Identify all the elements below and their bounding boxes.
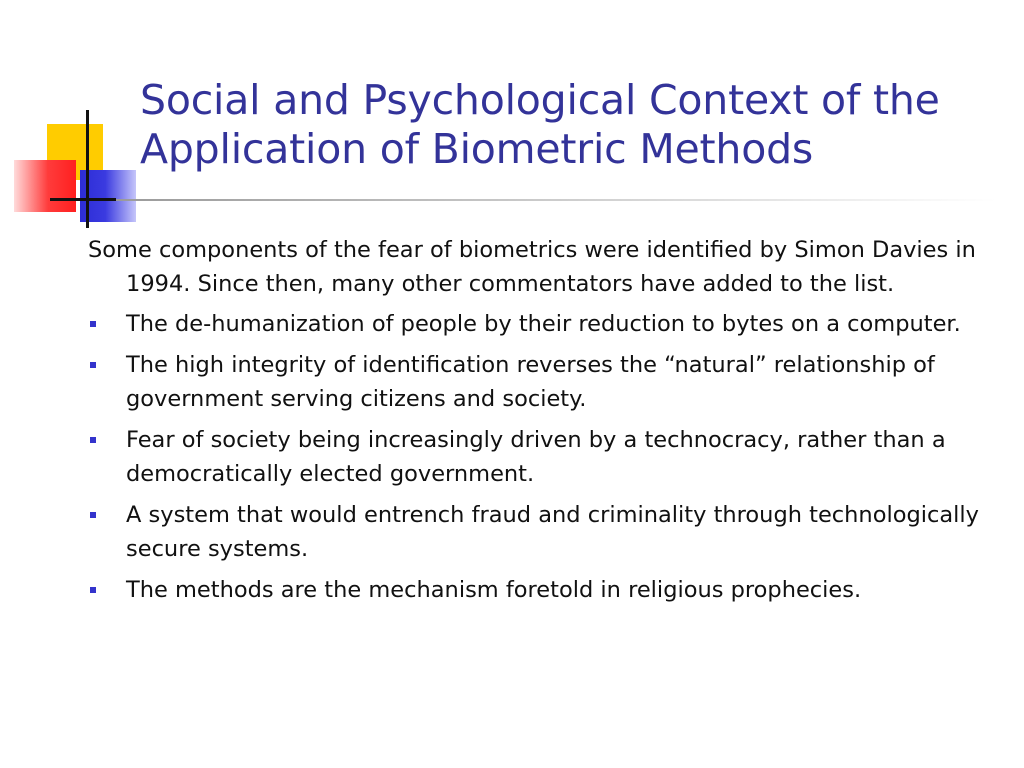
bullet-text: The methods are the mechanism foretold in religious prophecies. xyxy=(126,577,862,603)
bullet-text: The high integrity of identification reverses the “natural” relationship of government serving citizens and society. xyxy=(126,352,935,412)
logo-red-square xyxy=(14,160,76,212)
bullet-item xyxy=(88,423,1003,491)
bullet-text: A system that would entrench fraud and criminality through technologically secure systems. xyxy=(126,502,979,562)
logo-horizontal-line xyxy=(50,198,116,201)
square-bullet-icon xyxy=(90,587,96,593)
bullet-item xyxy=(88,498,1003,566)
slide-body xyxy=(88,233,1003,614)
square-bullet-icon xyxy=(90,321,96,327)
slide-title: Social and Psychological Context of the Application of Biometric Methods xyxy=(140,76,940,174)
square-bullet-icon xyxy=(90,437,96,443)
square-bullet-icon xyxy=(90,512,96,518)
title-underline-rule xyxy=(116,199,996,201)
bullet-text: Fear of society being increasingly driven by a technocracy, rather than a democratically elected government. xyxy=(126,427,946,487)
intro-paragraph: Some components of the fear of biometrics were identified by Simon Davies in 1994. Since then, many other commentators have added to the list. xyxy=(88,237,976,297)
logo-vertical-line xyxy=(86,110,89,228)
square-bullet-icon xyxy=(90,362,96,368)
bullet-text: The de-humanization of people by their reduction to bytes on a computer. xyxy=(126,311,961,337)
bullet-item xyxy=(88,348,1003,416)
bullet-item xyxy=(88,307,1003,341)
bullet-list xyxy=(88,307,1003,607)
bullet-item xyxy=(88,573,1003,607)
